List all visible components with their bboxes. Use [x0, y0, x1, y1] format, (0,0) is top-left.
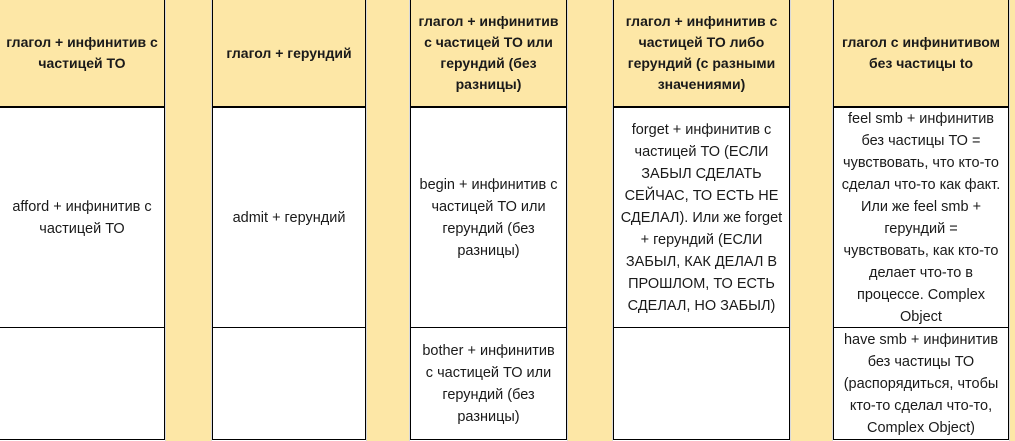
table-cell[interactable]: bother + инфинитив с частицей ТО или герундий (без разницы) — [410, 328, 567, 440]
column-verb-to-infinitive — [0, 0, 165, 441]
spacer-column — [790, 0, 833, 441]
header-cell[interactable]: глагол с инфинитивом без частицы to — [833, 0, 1009, 108]
header-cell[interactable]: глагол + инфинитив с частицей ТО либо герундий (с разными значениями) — [613, 0, 790, 108]
table-cell[interactable] — [0, 328, 165, 440]
header-cell[interactable]: глагол + инфинитив с частицей ТО — [0, 0, 165, 108]
column-to-or-gerund-different — [613, 0, 790, 441]
column-to-or-gerund-same — [410, 0, 567, 441]
table-cell[interactable]: feel smb + инфинитив без частицы ТО = чувствовать, что кто-то сделал что-то как факт. Или же feel smb + герундий = чувствовать, как кто-то делает что-то в процессе. Complex Object — [833, 108, 1009, 328]
table-cell[interactable]: admit + герундий — [212, 108, 366, 328]
spacer-column — [366, 0, 410, 441]
spacer-column — [165, 0, 212, 441]
column-verb-gerund — [212, 0, 366, 441]
table-cell[interactable] — [613, 328, 790, 440]
spacer-column — [1009, 0, 1015, 441]
spacer-column — [567, 0, 613, 441]
table-cell[interactable]: forget + инфинитив с частицей ТО (ЕСЛИ ЗАБЫЛ СДЕЛАТЬ СЕЙЧАС, ТО ЕСТЬ НЕ СДЕЛАЛ). Или же forget + герундий (ЕСЛИ ЗАБЫЛ, КАК ДЕЛАЛ В ПРОШЛОМ, ТО ЕСТЬ СДЕЛАЛ, НО ЗАБЫЛ) — [613, 108, 790, 328]
table-cell[interactable]: begin + инфинитив с частицей ТО или герундий (без разницы) — [410, 108, 567, 328]
column-bare-infinitive — [833, 0, 1009, 441]
table-cell[interactable] — [212, 328, 366, 440]
table-cell[interactable]: afford + инфинитив с частицей ТО — [0, 108, 165, 328]
header-cell[interactable]: глагол + инфинитив с частицей ТО или герундий (без разницы) — [410, 0, 567, 108]
header-cell[interactable]: глагол + герундий — [212, 0, 366, 108]
table-cell[interactable]: have smb + инфинитив без частицы ТО (распорядиться, чтобы кто-то сделал что-то, Complex Object) — [833, 328, 1009, 440]
